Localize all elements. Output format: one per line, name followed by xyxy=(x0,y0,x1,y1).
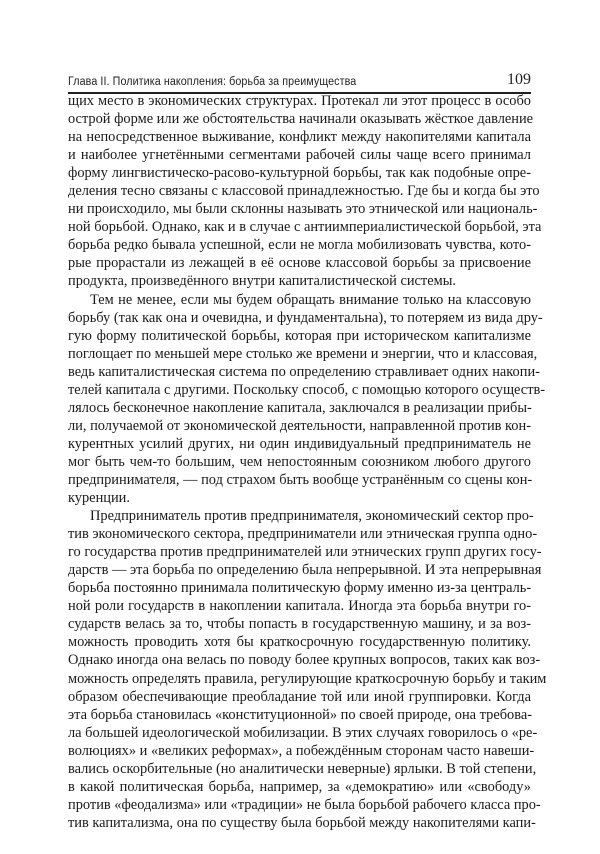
text-line: Однако иногда она велась по поводу более крупных вопросов, таких как воз- xyxy=(68,652,541,669)
text-line: куренции. xyxy=(68,490,130,507)
body-text xyxy=(68,92,547,832)
text-line: тив экономического сектора, предприниматели или этническая группа одно- xyxy=(68,526,538,543)
running-header xyxy=(68,70,531,92)
text-line: в какой политическая борьба, например, за «демократию» или «свободу» xyxy=(68,778,531,795)
text-line: борьба редко бывала успешной, если не могла мобилизовать чувства, кото- xyxy=(68,237,531,254)
text-line: ли, получаемой от экономической деятельности, направленной против кон- xyxy=(68,417,531,434)
text-line: деления тесно связаны с классовой принадлежностью. Где бы и когда бы это xyxy=(68,183,540,200)
text-line: против «феодализма» или «традиции» не была борьбой рабочего класса про- xyxy=(68,796,541,813)
text-line: гую форму политической борьбы, которая при историческом капитализме xyxy=(68,327,531,344)
text-line: волюциях» и «великих реформах», а побеждённым сторонам часто навеши- xyxy=(68,742,535,759)
text-line: поглощает по меньшей мере столько же времени и энергии, что и классовая, xyxy=(68,345,538,362)
text-line: можность определять правила, регулирующие краткосрочную борьбу и таким xyxy=(68,670,547,687)
page-number: 109 xyxy=(507,71,531,88)
text-line: борьба постоянно принимала политическую форму именно из-за централь- xyxy=(68,580,532,597)
text-line: на непосредственное выживание, конфликт между накопителями капитала xyxy=(68,129,531,146)
text-line: острой форме или же обстоятельства начинали оказывать жёсткое давление xyxy=(68,111,534,128)
text-line: образом обеспечивающие преобладание той или иной группировки. Когда xyxy=(68,688,531,705)
text-line: эта борьба становилась «конституционной» по своей природе, она требова- xyxy=(68,706,533,723)
text-line: и наиболее угнетёнными сегментами рабочей силы чаще всего принимал xyxy=(68,147,531,164)
text-line: тив капитализма, она по существу была борьбой между накопителями капи- xyxy=(68,814,536,831)
text-line: ни происходило, мы были склонны называть это этнической или националь- xyxy=(68,201,538,218)
text-line: щих место в экономических структурах. Протекал ли этот процесс в особо xyxy=(68,93,531,109)
text-line: продукта, произведённого внутри капиталистической системы. xyxy=(68,273,456,290)
text-line: мог быть чем-то большим, чем непостоянным союзником любого другого xyxy=(68,453,531,470)
running-title: Глава II. Политика накопления: борьба за преимущества xyxy=(68,76,357,88)
text-line: борьбу (так как она и очевидна, и фундаментальна), то потеряем из вида дру- xyxy=(68,309,543,326)
text-line: форму лингвистическо-расово-культурной борьбы, так как подобные опре- xyxy=(68,165,531,182)
text-line: Предприниматель против предпринимателя, экономический сектор про- xyxy=(90,508,534,525)
text-line: вались оскорбительные (но аналитически неверные) ярлыки. В той степени, xyxy=(68,760,537,777)
text-line: го государства против предпринимателей или этнических групп других госу- xyxy=(68,544,542,561)
text-line: дарств — эта борьба по определению была непрерывной. И эта непрерывная xyxy=(68,562,542,579)
text-line: сударств велась за то, чтобы попасть в государственную машину, и за воз- xyxy=(68,616,531,633)
text-line: можность проводить хотя бы краткосрочную государственную политику. xyxy=(68,634,531,651)
text-line: телей капитала с другими. Поскольку способ, с помощью которого осуществ- xyxy=(68,381,546,398)
text-line: ла большей идеологической мобилизации. В этих случаях говорилось о «ре- xyxy=(68,724,538,741)
text-line: ной роли государств в накоплении капитала. Иногда эта борьба внутри го- xyxy=(68,598,531,615)
text-line: ной борьбой. Однако, как и в случае с антиимпериалистической борьбой, эта xyxy=(68,219,542,236)
text-line: Тем не менее, если мы будем обращать внимание только на классовую xyxy=(90,291,531,308)
text-line: курентных усилий других, ни один индивидуальный предприниматель не xyxy=(68,435,531,452)
text-line: предпринимателя, — под страхом быть вообще устранённым со сцены кон- xyxy=(68,471,533,488)
text-line: ведь капиталистическая система по определению стравливает одних накопи- xyxy=(68,363,540,380)
text-line: рые прорастали из лежащей в её основе классовой борьбы за присвоение xyxy=(68,255,531,272)
text-line: лялось бесконечное накопление капитала, заключался в реализации прибы- xyxy=(68,399,532,416)
